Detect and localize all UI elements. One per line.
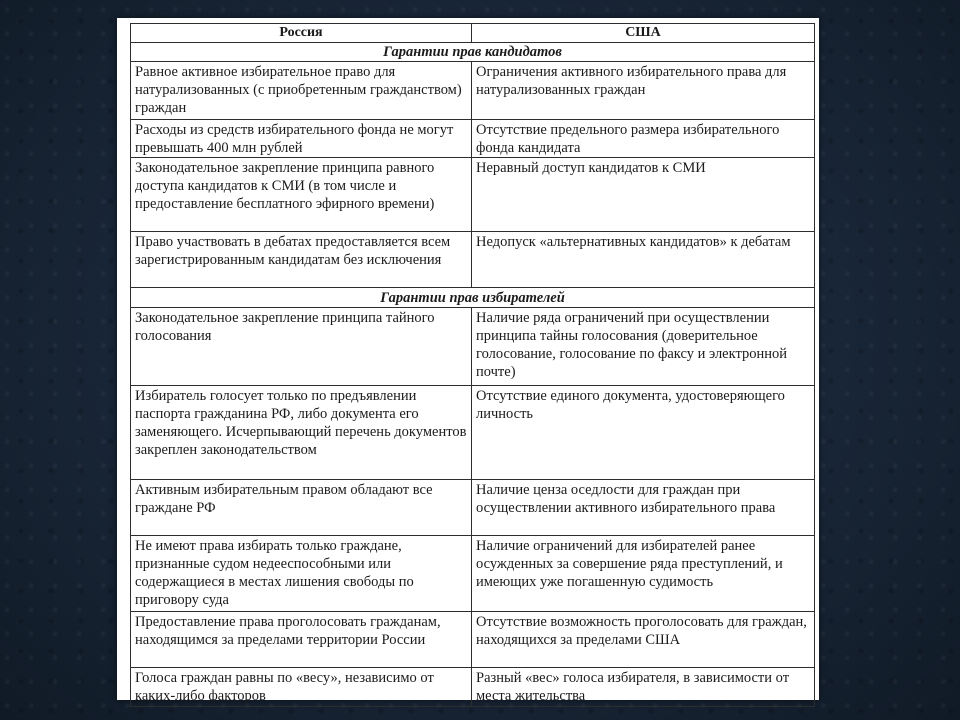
- usa-cell: Наличие ряда ограничений при осуществлении принципа тайны голосования (доверительное голосование, голосование по факсу и электронной почте): [472, 308, 815, 386]
- section-row: [131, 288, 815, 308]
- table-row: [131, 386, 815, 480]
- russia-cell: Избиратель голосует только по предъявлении паспорта гражданина РФ, либо документа его заменяющего. Исчерпывающий перечень документов закреплен законодательством: [131, 386, 472, 480]
- table-row: [131, 536, 815, 612]
- header-usa: США: [472, 24, 815, 43]
- usa-cell: Отсутствие возможность проголосовать для граждан, находящихся за пределами США: [472, 612, 815, 668]
- table-row: [131, 308, 815, 386]
- section-title-voters: Гарантии прав избирателей: [131, 288, 815, 308]
- usa-cell: Отсутствие единого документа, удостоверяющего личность: [472, 386, 815, 480]
- table-row: [131, 232, 815, 288]
- usa-cell: Ограничения активного избирательного права для натурализованных граждан: [472, 62, 815, 120]
- table-row: [131, 612, 815, 668]
- russia-cell: Законодательное закрепление принципа тайного голосования: [131, 308, 472, 386]
- table-row: [131, 480, 815, 536]
- table-row: [131, 62, 815, 120]
- header-row: [131, 24, 815, 43]
- russia-cell: Активным избирательным правом обладают все граждане РФ: [131, 480, 472, 536]
- comparison-table: [130, 23, 815, 707]
- usa-cell: Наличие ограничений для избирателей ранее осужденных за совершение ряда преступлений, и имеющих уже погашенную судимость: [472, 536, 815, 612]
- header-russia: Россия: [131, 24, 472, 43]
- russia-cell: Предоставление права проголосовать гражданам, находящимся за пределами территории России: [131, 612, 472, 668]
- slide-panel: [117, 18, 819, 704]
- usa-cell: Неравный доступ кандидатов к СМИ: [472, 158, 815, 232]
- table-row: [131, 120, 815, 158]
- table-row: [131, 158, 815, 232]
- table-row: [131, 668, 815, 707]
- russia-cell: Право участвовать в дебатах предоставляется всем зарегистрированным кандидатам без исключения: [131, 232, 472, 288]
- russia-cell: Голоса граждан равны по «весу», независимо от каких-либо факторов: [131, 668, 472, 707]
- russia-cell: Законодательное закрепление принципа равного доступа кандидатов к СМИ (в том числе и предоставление бесплатного эфирного времени): [131, 158, 472, 232]
- section-row: [131, 43, 815, 62]
- russia-cell: Расходы из средств избирательного фонда не могут превышать 400 млн рублей: [131, 120, 472, 158]
- russia-cell: Не имеют права избирать только граждане, признанные судом недееспособными или содержащиеся в местах лишения свободы по приговору суда: [131, 536, 472, 612]
- usa-cell: Отсутствие предельного размера избирательного фонда кандидата: [472, 120, 815, 158]
- usa-cell: Разный «вес» голоса избирателя, в зависимости от места жительства: [472, 668, 815, 707]
- usa-cell: Недопуск «альтернативных кандидатов» к дебатам: [472, 232, 815, 288]
- usa-cell: Наличие ценза оседлости для граждан при осуществлении активного избирательного права: [472, 480, 815, 536]
- section-title-candidates: Гарантии прав кандидатов: [131, 43, 815, 62]
- russia-cell: Равное активное избирательное право для натурализованных (с приобретенным гражданством) граждан: [131, 62, 472, 120]
